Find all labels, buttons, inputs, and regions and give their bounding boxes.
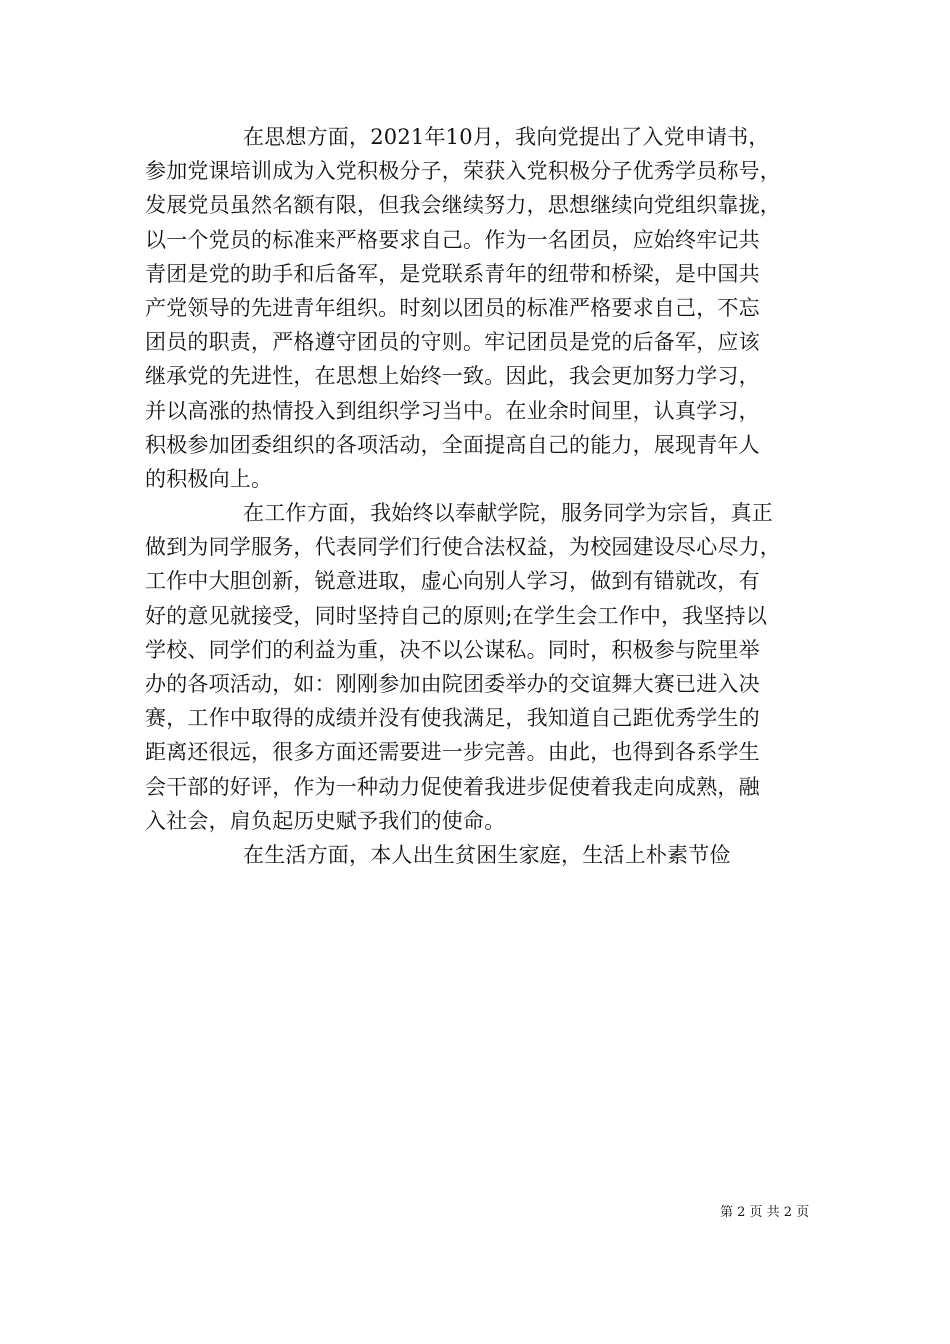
paragraph-thought-line: 青团是党的助手和后备军，是党联系青年的纽带和桥梁，是中国共	[145, 261, 760, 286]
paragraph-work-line: 好的意见就接受，同时坚持自己的原则;在学生会工作中，我坚持以	[145, 603, 768, 628]
paragraph-thought-line: 产党领导的先进青年组织。时刻以团员的标准严格要求自己，不忘	[145, 295, 760, 320]
paragraph-work-line: 工作中大胆创新，锐意进取，虚心向别人学习，做到有错就改，有	[145, 569, 760, 594]
paragraph-work-line: 学校、同学们的利益为重，决不以公谋私。同时，积极参与院里举	[145, 637, 760, 662]
page-number-footer: 第 2 页 共 2 页	[720, 1205, 810, 1220]
paragraph-work-line: 入社会，肩负起历史赋予我们的使命。	[145, 808, 506, 833]
paragraph-work-line: 会干部的好评，作为一种动力促使着我进步促使着我走向成熟，融	[145, 774, 760, 799]
paragraph-thought-line: 在思想方面，2021年10月，我向党提出了入党申请书，	[243, 125, 770, 149]
paragraph-thought-line: 的积极向上。	[145, 466, 273, 491]
paragraph-thought-line: 积极参加团委组织的各项活动，全面提高自己的能力，展现青年人	[145, 432, 760, 457]
body-text	[145, 120, 810, 872]
paragraph-work-line: 距离还很远，很多方面还需要进一步完善。由此，也得到各系学生	[145, 740, 760, 765]
paragraph-life-line: 在生活方面，本人出生贫困生家庭，生活上朴素节俭	[243, 842, 731, 867]
paragraph-thought-line: 发展党员虽然名额有限，但我会继续努力，思想继续向党组织靠拢，	[145, 193, 781, 218]
paragraph-thought-line: 继承党的先进性，在思想上始终一致。因此，我会更加努力学习，	[145, 364, 760, 389]
paragraph-work-line: 办的各项活动，如：刚刚参加由院团委举办的交谊舞大赛已进入决	[145, 672, 760, 696]
paragraph-work-line: 赛，工作中取得的成绩并没有使我满足，我知道自己距优秀学生的	[145, 706, 760, 731]
paragraph-thought-line: 并以高涨的热情投入到组织学习当中。在业余时间里，认真学习，	[145, 398, 760, 423]
paragraph-thought-line: 团员的职责，严格遵守团员的守则。牢记团员是党的后备军，应该	[145, 330, 760, 355]
paragraph-thought-line: 以一个党员的标准来严格要求自己。作为一名团员，应始终牢记共	[145, 227, 760, 252]
paragraph-thought-line: 参加党课培训成为入党积极分子，荣获入党积极分子优秀学员称号，	[145, 159, 781, 184]
paragraph-work-line: 在工作方面，我始终以奉献学院，服务同学为宗旨，真正	[243, 501, 773, 526]
paragraph-work-line: 做到为同学服务，代表同学们行使合法权益，为校园建设尽心尽力，	[145, 535, 781, 560]
